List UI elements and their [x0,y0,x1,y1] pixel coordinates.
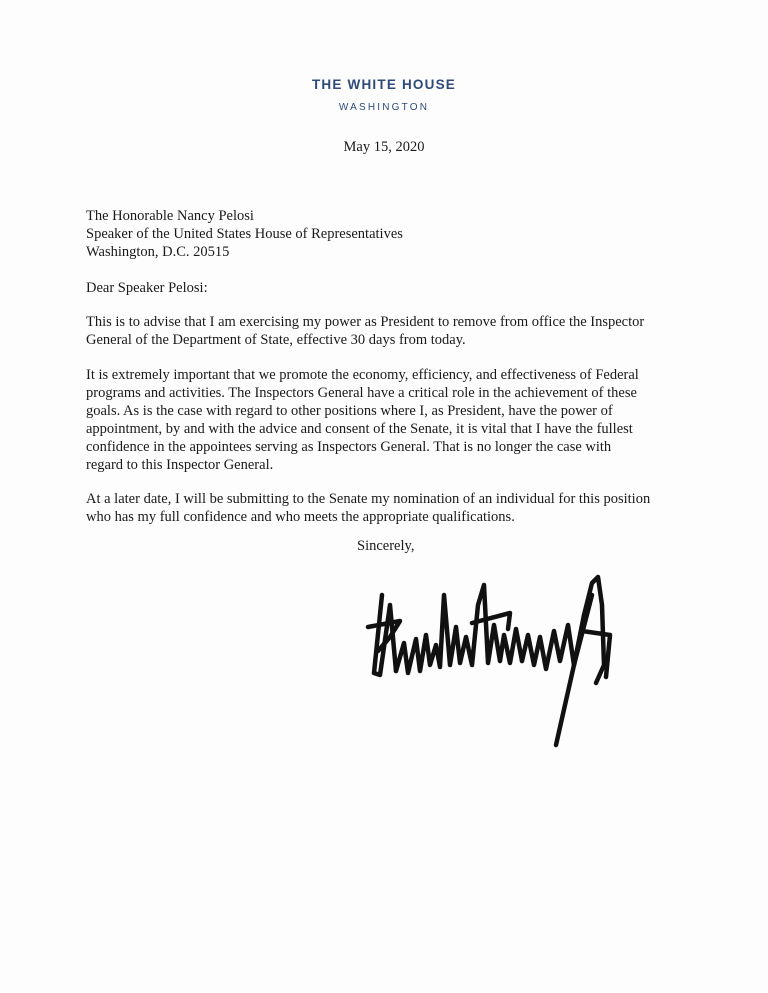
paragraph-line: who has my full confidence and who meets the appropriate qualifications. [86,509,515,525]
paragraph-line: confidence in the appointees serving as Inspectors General. That is no longer the case with [86,439,612,455]
letterhead-organization: THE WHITE HOUSE [311,77,456,92]
paragraph-line: goals. As is the case with regard to other positions where I, as President, have the power of [86,403,613,419]
salutation: Dear Speaker Pelosi: [86,280,208,296]
paragraph-line: General of the Department of State, effective 30 days from today. [86,332,466,348]
paragraph-line: It is extremely important that we promote the economy, efficiency, and effectiveness of Federal [86,367,639,383]
recipient-name: The Honorable Nancy Pelosi [86,208,254,224]
paragraph-line: At a later date, I will be submitting to the Senate my nomination of an individual for this position [86,491,651,507]
paragraph-2 [86,366,686,474]
recipient-city: Washington, D.C. 20515 [86,244,230,260]
signature-icon [360,565,630,750]
paragraph-line: regard to this Inspector General. [86,457,274,473]
paragraph-line: appointment, by and with the advice and consent of the Senate, it is vital that I have the fullest [86,421,633,437]
paragraph-1 [86,313,686,349]
paragraph-3 [86,490,686,526]
letterhead-city: WASHINGTON [338,102,430,113]
paragraph-line: programs and activities. The Inspectors General have a critical role in the achievement of these [86,385,637,401]
recipient-title: Speaker of the United States House of Representatives [86,226,403,242]
letter-date: May 15, 2020 [343,139,425,155]
closing: Sincerely, [357,538,415,554]
paragraph-line: This is to advise that I am exercising my power as President to remove from office the Inspector [86,314,645,330]
recipient-address [86,207,403,261]
